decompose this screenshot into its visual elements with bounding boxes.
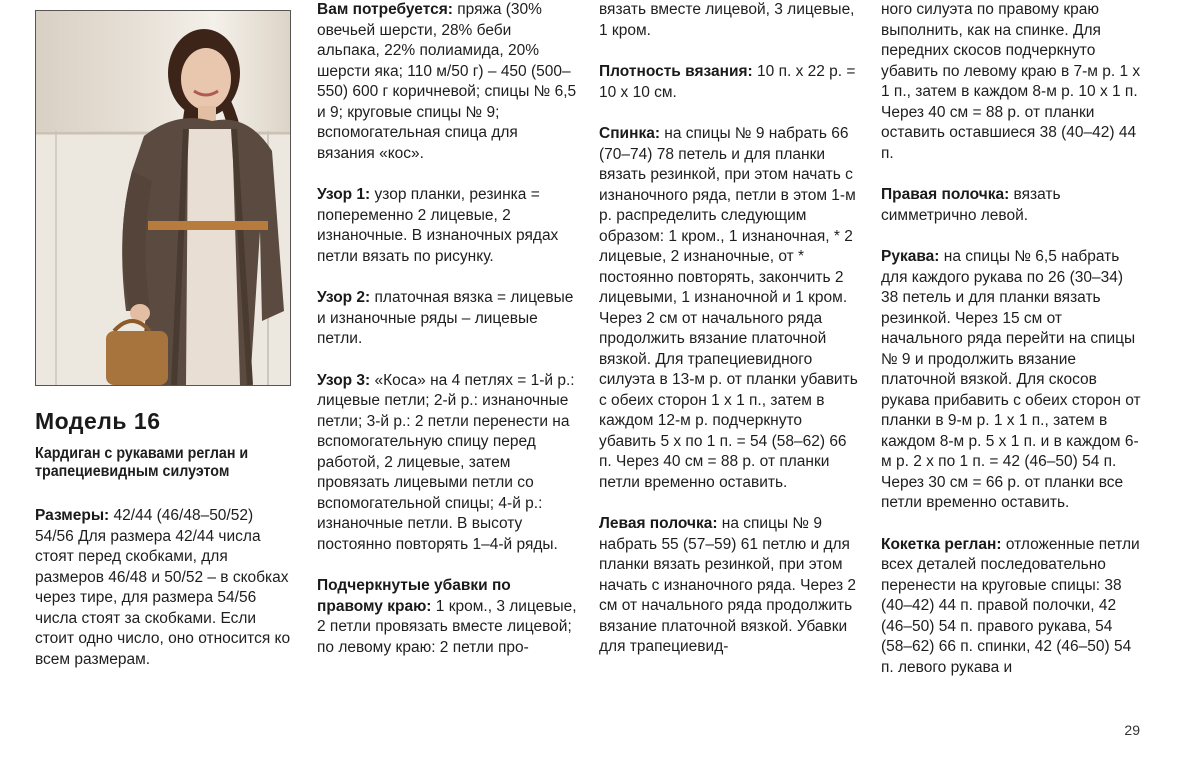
continuation-paragraph xyxy=(599,0,859,41)
sizes-text: 42/44 (46/48–50/52) 54/56 Для размера 42/44 числа стоят перед скобками, для размеров 46/48 и 50/52 – в скобках через тире, для размера 54/56 числа стоят за скобками. Если стоит одно число, оно относится ко всем размерам. xyxy=(35,507,291,668)
left-front-paragraph xyxy=(599,514,859,658)
paragraph-text: вязать вместе лицевой, 3 лицевые, 1 кром. xyxy=(599,1,855,39)
paragraph-label: Спинка: xyxy=(599,125,660,142)
model-title: Модель 16 xyxy=(35,408,161,434)
model-photo xyxy=(35,10,291,386)
paragraph-text: на спицы № 9 набрать 55 (57–59) 61 петлю и для планки вязать резинкой, при этом начать с изнаночного ряда. Через 2 см от начального ряда продолжить вязание платочной вязкой. Убавки для трапециевид- xyxy=(599,515,857,655)
model-subtitle: Кардиган с рукавами реглан и трапециевидным силуэтом xyxy=(35,445,249,480)
sizes-label: Размеры: xyxy=(35,507,110,524)
paragraph-text: ного силуэта по правому краю выполнить, как на спинке. Для передних скосов подчеркнуто убавить по левому краю в 7-м р. 1 х 1 п., затем в каждом 8-м р. 10 х 1 п. Через 40 см = 88 р. от планки оставить оставшиеся 38 (40–42) 44 п. xyxy=(881,1,1141,162)
paragraph-text: «Коса» на 4 петлях = 1-й р.: лицевые петли; 2-й р.: изнаночные петли; 3-й р.: 2 петли перенести на вспомогательную спицу перед работой, 2 лицевые, затем провязать лицевыми петли со вспомогательной спицы; 4-й р.: изнаночные петли. В высоту постоянно повторять 1–4-й ряды. xyxy=(317,371,575,553)
paragraph-label: Плотность вязания: xyxy=(599,63,753,80)
sleeves-paragraph xyxy=(881,247,1143,514)
paragraph-text: пряжа (30% овечьей шерсти, 28% беби альпака, 22% полиамида, 20% шерсти яка; 110 м/50 г) – 450 (500–550) 600 г коричневой; спицы № 6,5 и 9; круговые спицы № 9; вспомогательная спица для вязания «кос». xyxy=(317,1,577,162)
pattern-3-paragraph xyxy=(317,371,577,556)
paragraph-text: отложенные петли всех деталей последовательно перенести на круговые спицы: 38 (40–42) 44 п. правой полочки, 42 (46–50) 54 п. правого рукава, 54 (58–62) 66 п. спинки, 42 (46–50) 54 п. левого рукава и xyxy=(881,535,1140,676)
paragraph-label: Узор 3: xyxy=(317,371,371,389)
materials-paragraph xyxy=(317,0,577,164)
woman-in-cardigan-illustration xyxy=(36,11,290,385)
column-1 xyxy=(317,0,577,679)
pattern-1-paragraph xyxy=(317,185,577,267)
paragraph-label: Вам потребуется: xyxy=(317,1,453,18)
paragraph-label: Подчеркнутые убавки по правому краю: xyxy=(317,577,511,615)
paragraph-text: узор планки, резинка = попеременно 2 лицевые, 2 изнаночные. В изнаночных рядах петли вязать по рисунку. xyxy=(317,186,559,265)
back-paragraph xyxy=(599,124,859,493)
paragraph-text: 10 п. х 22 р. = 10 х 10 см. xyxy=(599,63,856,101)
paragraph-label: Правая полочка: xyxy=(881,186,1010,203)
column-2 xyxy=(599,0,859,679)
column-3 xyxy=(881,0,1143,699)
paragraph-text: вязать симметрично левой. xyxy=(881,186,1061,224)
paragraph-label: Узор 2: xyxy=(317,289,371,306)
continuation-paragraph xyxy=(881,0,1143,164)
paragraph-label: Узор 1: xyxy=(317,186,371,203)
paragraph-text: 1 кром., 3 лицевые, 2 петли провязать вместе лицевой; по левому краю: 2 петли про- xyxy=(317,597,577,656)
paragraph-label: Кокетка реглан: xyxy=(881,535,1002,553)
decreases-paragraph xyxy=(317,576,577,658)
paragraph-text: платочная вязка = лицевые и изнаночные ряды – лицевые петли. xyxy=(317,289,574,347)
sizes-paragraph xyxy=(35,506,293,670)
paragraph-label: Левая полочка: xyxy=(599,515,718,532)
paragraph-text: на спицы № 9 набрать 66 (70–74) 78 петель и для планки вязать резинкой, при этом начать с изнаночного ряда, петли в этом 1-м р. распределить следующим образом: 1 кром., 1 изнаночная, * 2 лицевые, 2 изнаночные, от * постоянно повторять, закончить 2 лицевыми, 1 изнаночной и 1 кром. Через 2 см от начального ряда продолжить вязание платочной вязкой. Для трапециевидного силуэта в 13-м р. от планки убавить с обеих сторон 1 х 1 п., затем в каждом 12-м р. подчеркнуто убавить 5 х по 1 п. = 54 (58–62) 66 п. Через 40 см = 88 р. от планки петли временно оставить. xyxy=(599,125,858,491)
paragraph-text: на спицы № 6,5 набрать для каждого рукава по 26 (30–34) 38 петель и для планки вязать резинкой. Через 15 см от начального ряда перейти на спицы № 9 и продолжить вязание платочной вязкой. Для скосов рукава прибавить с обеих сторон от планки в 9-м р. 1 х 1 п., затем в каждом 8-м р. 5 х 1 п. и в каждом 6-м р. 2 х по 1 п. = 42 (46–50) 54 п. Через 30 см = 66 р. от планки все петли временно оставить. xyxy=(881,248,1141,511)
raglan-yoke-paragraph xyxy=(881,535,1143,679)
pattern-2-paragraph xyxy=(317,288,577,350)
gauge-paragraph xyxy=(599,62,859,103)
right-front-paragraph xyxy=(881,185,1143,226)
page-number: 29 xyxy=(1124,722,1140,738)
paragraph-label: Рукава: xyxy=(881,248,940,265)
